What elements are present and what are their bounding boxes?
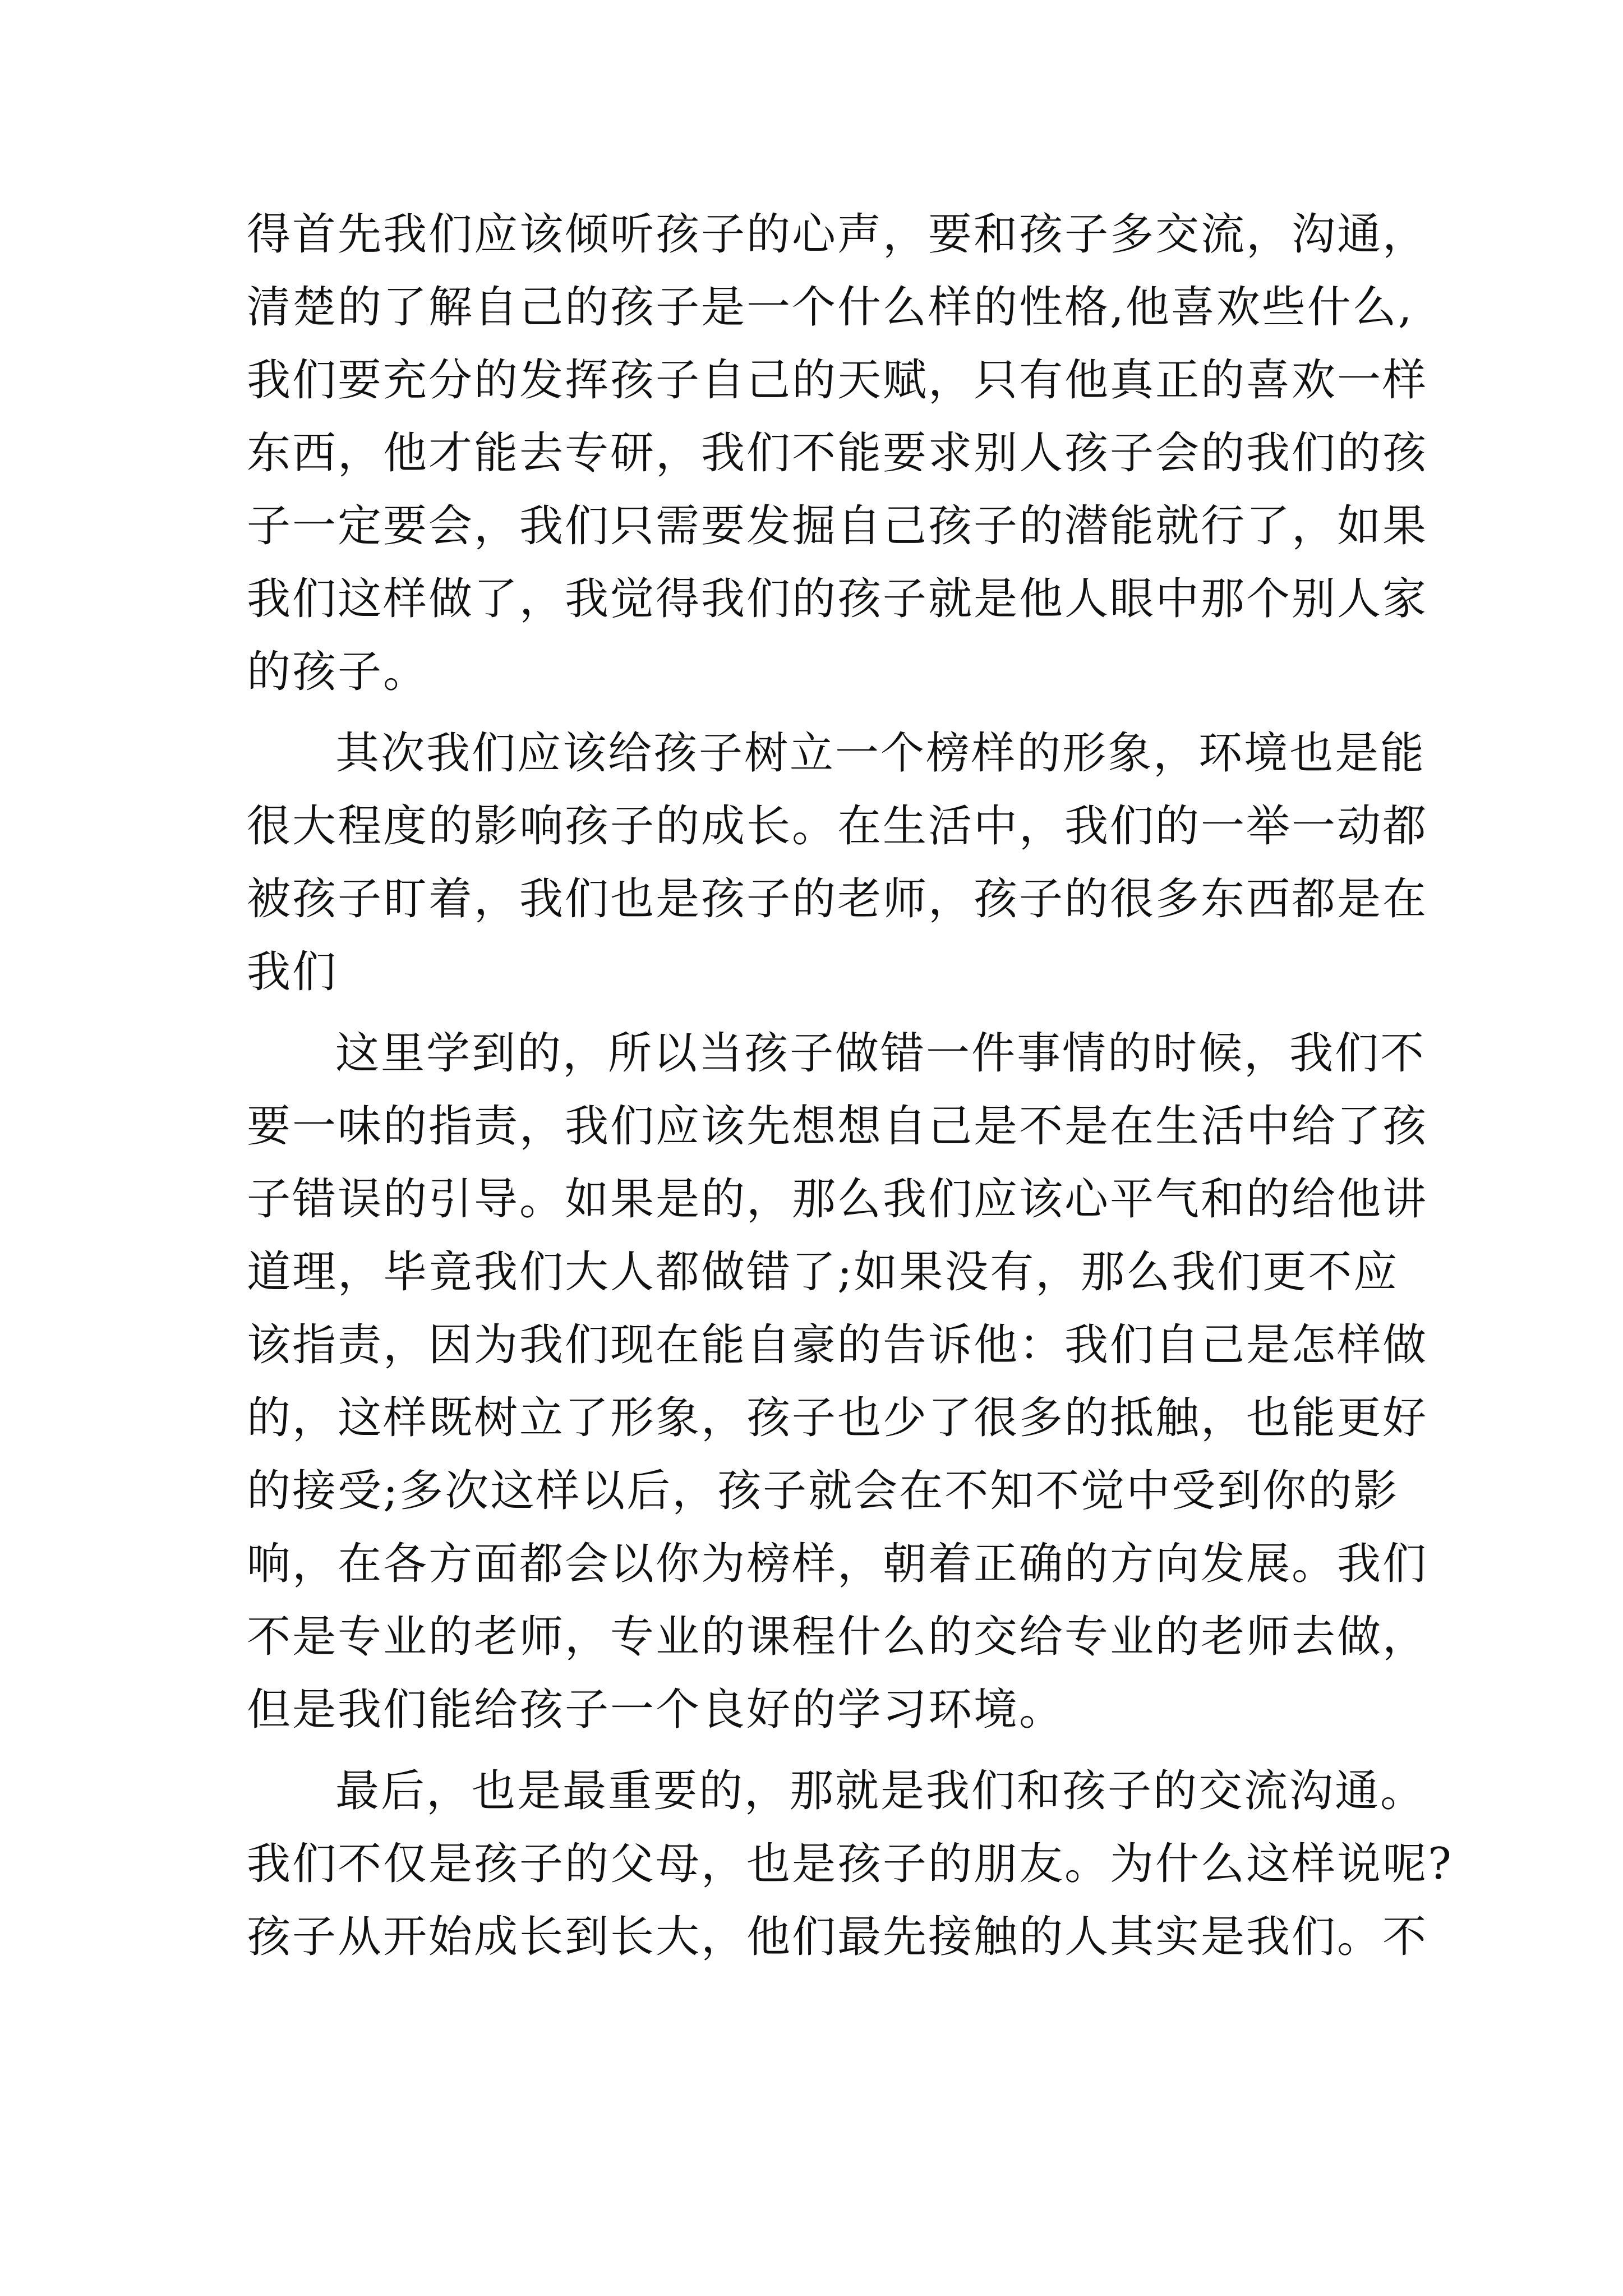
- text-line: 子错误的引导。如果是的，那么我们应该心平气和的给他讲: [247, 1174, 1428, 1225]
- paragraph-first-line: 这里学到的，所以当孩子做错一件事情的时候，我们不: [335, 1028, 1426, 1079]
- text-line: 要一味的指责，我们应该先想想自己是不是在生活中给了孩: [247, 1101, 1428, 1152]
- paragraph-first-line: 其次我们应该给孩子树立一个榜样的形象，环境也是能: [335, 728, 1426, 779]
- text-line: 清楚的了解自己的孩子是一个什么样的性格,他喜欢些什么,: [247, 282, 1414, 333]
- text-line: 的孩子。: [247, 647, 429, 697]
- text-line: 的接受;多次这样以后，孩子就会在不知不觉中受到你的影: [247, 1466, 1399, 1516]
- text-line: 子一定要会，我们只需要发掘自己孩子的潜能就行了，如果: [247, 501, 1428, 551]
- text-line: 响，在各方面都会以你为榜样，朝着正确的方向发展。我们: [247, 1539, 1428, 1589]
- text-line: 孩子从开始成长到长大，他们最先接触的人其实是我们。不: [247, 1912, 1428, 1962]
- text-line: 被孩子盯着，我们也是孩子的老师，孩子的很多东西都是在: [247, 874, 1428, 924]
- text-line: 得首先我们应该倾听孩子的心声，要和孩子多交流，沟通，: [247, 209, 1428, 260]
- paragraph-first-line: 最后，也是最重要的，那就是我们和孩子的交流沟通。: [335, 1766, 1426, 1816]
- text-line: 道理，毕竟我们大人都做错了;如果没有，那么我们更不应: [247, 1247, 1399, 1297]
- text-line: 我们不仅是孩子的父母，也是孩子的朋友。为什么这样说呢?: [247, 1839, 1453, 1889]
- text-line: 的，这样既树立了形象，孩子也少了很多的抵触，也能更好: [247, 1393, 1428, 1443]
- text-line: 但是我们能给孩子一个良好的学习环境。: [247, 1685, 1065, 1735]
- text-line: 我们: [247, 947, 338, 997]
- text-line: 不是专业的老师，专业的课程什么的交给专业的老师去做，: [247, 1612, 1428, 1662]
- text-line: 很大程度的影响孩子的成长。在生活中，我们的一举一动都: [247, 801, 1428, 852]
- text-line: 我们这样做了，我觉得我们的孩子就是他人眼中那个别人家: [247, 574, 1428, 624]
- text-line: 东西，他才能去专研，我们不能要求别人孩子会的我们的孩: [247, 428, 1428, 478]
- text-line: 我们要充分的发挥孩子自己的天赋，只有他真正的喜欢一样: [247, 355, 1428, 406]
- text-line: 该指责，因为我们现在能自豪的告诉他：我们自己是怎样做: [247, 1320, 1428, 1370]
